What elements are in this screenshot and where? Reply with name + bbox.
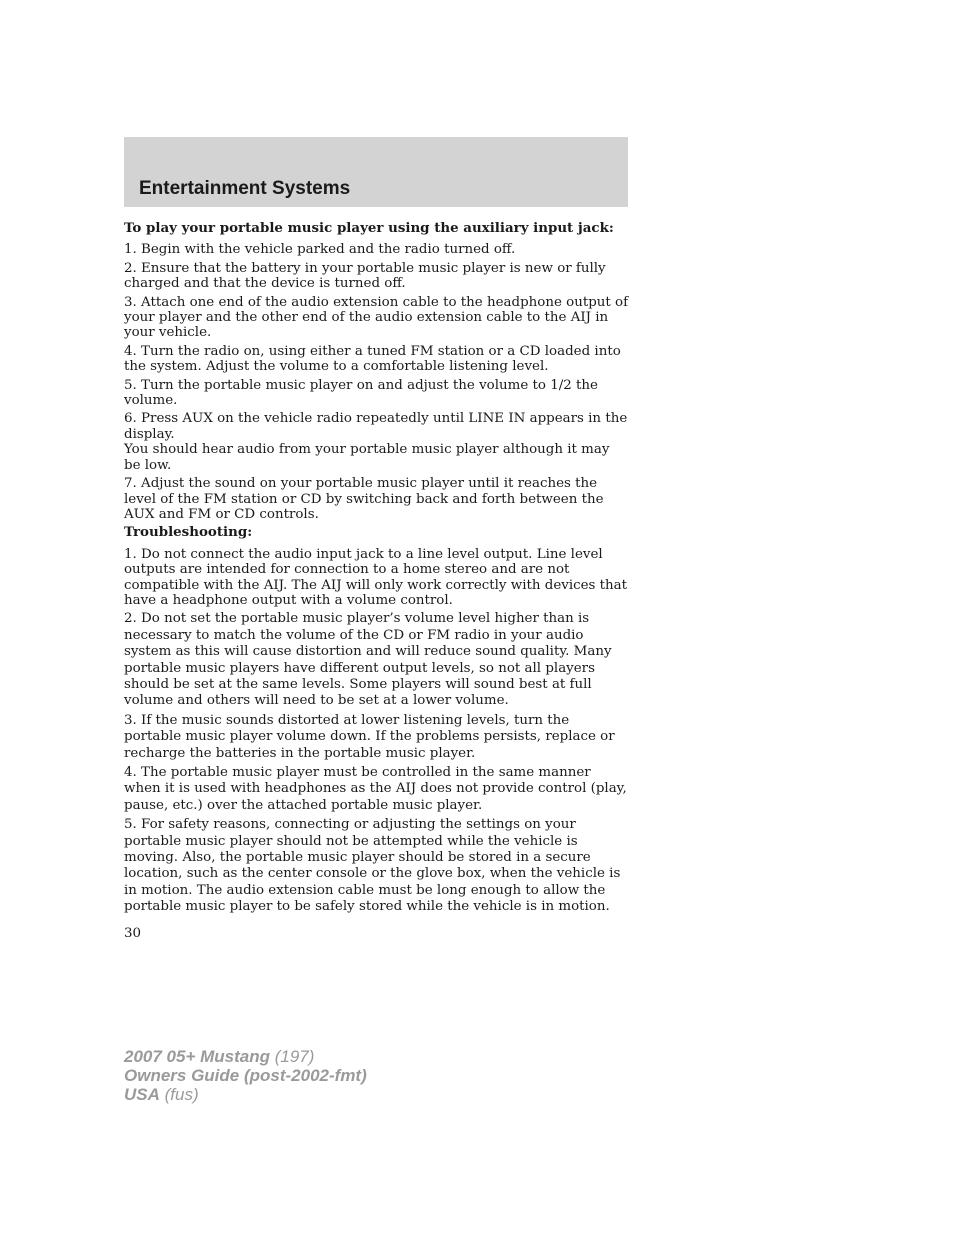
troubleshooting-item: 3. If the music sounds distorted at lower listening levels, turn the portable music player volume down. If the problems persists, replace or recharge the batteries in the portable music player.: [124, 712, 615, 761]
step-item: 6. Press AUX on the vehicle radio repeatedly until LINE IN appears in the display.: [124, 411, 628, 442]
footer-line-region: [124, 1085, 367, 1104]
step-item: 1. Begin with the vehicle parked and the radio turned off.: [124, 242, 516, 258]
step-item: 2. Ensure that the battery in your portable music player is new or fully charged and that the device is turned off.: [124, 260, 606, 292]
page-number: 30: [124, 926, 142, 941]
footer-region: USA: [124, 1085, 160, 1104]
troubleshooting-item: 5. For safety reasons, connecting or adjusting the settings on your portable music player should not be attempted while the vehicle is moving. Also, the portable music player should be stored in a secure location, such as the center console or the glove box, when the vehicle is in motion. The audio extension cable must be long enough to allow the portable music player to be safely stored while the vehicle is in motion.: [124, 817, 621, 915]
footer-line-guide: [124, 1066, 367, 1085]
footer-model: 2007 05+ Mustang: [124, 1047, 270, 1066]
step-item: 4. Turn the radio on, using either a tuned FM station or a CD loaded into the system. Adjust the volume to a comfortable listening level.: [124, 343, 621, 375]
step-item: 3. Attach one end of the audio extension cable to the headphone output of your player and the other end of the audio extension cable to the AIJ in your vehicle.: [124, 294, 629, 341]
troubleshooting-item: 2. Do not set the portable music player’s volume level higher than is necessary to match the volume of the CD or FM radio in your audio system as this will cause distortion and will reduce sound quality. Many portable music players have different output levels, so not all players should be set at the same levels. Some players will sound best at full volume and others will need to be set at a lower volume.: [124, 611, 612, 709]
troubleshooting-item: 1. Do not connect the audio input jack to a line level output. Line level outputs are intended for connection to a home stereo and are not compatible with the AIJ. The AIJ will only work correctly with devices that have a headphone output with a volume control.: [124, 546, 628, 608]
step-item: 5. Turn the portable music player on and adjust the volume to 1/2 the volume.: [124, 377, 598, 409]
troubleshooting-heading: Troubleshooting:: [124, 524, 253, 541]
troubleshooting-item: 4. The portable music player must be controlled in the same manner when it is used with headphones as the AIJ does not provide control (play, pause, etc.) over the attached portable music player.: [124, 765, 627, 813]
footer-region-code: (fus): [159, 1085, 199, 1104]
step-note: You should hear audio from your portable music player although it may be low.: [124, 442, 610, 473]
document-footer: [124, 1047, 367, 1104]
intro-heading: To play your portable music player using the auxiliary input jack:: [124, 220, 614, 236]
section-title: Entertainment Systems: [139, 178, 351, 199]
footer-model-code: (197): [270, 1047, 315, 1066]
page-content: [124, 221, 630, 919]
footer-line-model: [124, 1047, 367, 1066]
footer-guide: Owners Guide (post-2002-fmt): [124, 1066, 367, 1085]
step-item: 7. Adjust the sound on your portable music player until it reaches the level of the FM station or CD by switching back and forth between the AUX and FM or CD controls.: [124, 476, 604, 522]
